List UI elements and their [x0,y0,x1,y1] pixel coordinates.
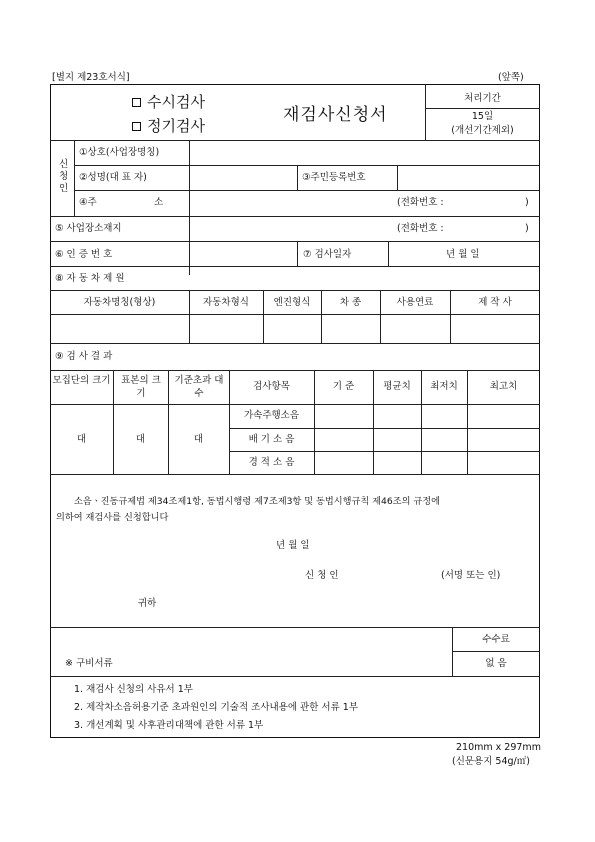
company-name-label: ①상호(사업장명칭) [79,147,160,158]
statement-line-2: 의하여 재검사를 신청합니다 [56,512,169,523]
form-title: 재검사신청서 [283,105,388,125]
inspection-result-label: ⑨ 검 사 결 과 [55,351,113,362]
addressee-label: 귀하 [138,598,157,609]
manufacturer-field[interactable] [451,315,539,342]
paper-size: 210mm x 297mm [456,742,541,753]
item-acceleration-noise: 가속주행소음 [243,410,300,421]
col-exceed-count: 기준초과 대수 [174,375,224,399]
address-phone-field[interactable] [458,193,524,213]
checkbox-regular-label: 정기검사 [147,117,205,135]
checkbox-adhoc-label: 수시검사 [147,93,205,111]
resident-number-label: ③주민등록번호 [302,172,366,183]
required-docs-label: ※ 구비서류 [65,658,113,669]
col-vehicle-type: 자동차형식 [203,297,249,308]
col-population-size: 모집단의 크기 [52,375,111,386]
cert-number-field[interactable] [190,242,296,265]
col-fuel: 사용연료 [396,297,434,308]
inspection-date-value[interactable]: 년 월 일 [446,249,480,260]
applicant-side-label-2: 청 [59,171,69,182]
item-exhaust-noise: 배 기 소 음 [248,434,295,445]
address-label: ④주 [79,197,97,208]
representative-name-field[interactable] [190,166,296,189]
page-side-label: (앞쪽) [498,72,524,83]
address-phone-label: (전화번호 : [397,197,444,208]
vehicle-class-field[interactable] [322,315,379,342]
col-standard: 기 준 [332,381,355,392]
col-vehicle-name: 자동차명칭(형상) [83,297,156,308]
fee-value: 없 음 [485,658,507,669]
site-phone-label: (전화번호 : [397,223,444,234]
paper-type: (신문용지 54g/㎡) [452,756,530,767]
checkbox-icon [132,98,141,107]
required-doc-3: 3. 개선계획 및 사후관리대책에 관한 서류 1부 [74,720,264,731]
address-phone-close: ) [525,197,529,208]
inspection-date-label: ⑦ 검사일자 [303,249,352,260]
col-engine-type: 엔진형식 [273,297,311,308]
representative-name-label: ②성명(대 표 자) [79,172,147,183]
applicant-side-label-1: 신 [59,159,69,170]
col-maximum: 최고치 [489,381,518,392]
required-doc-2: 2. 제작차소음허용기준 초과원인의 기술적 조사내용에 관한 서류 1부 [74,702,359,713]
item-horn-noise: 경 적 소 음 [248,457,295,468]
col-inspection-item: 검사항목 [253,381,290,392]
col-sample-size: 표본의 크기 [121,375,161,399]
form-number-label: [별지 제23호서식] [52,72,130,83]
required-doc-1: 1. 재검사 신청의 사유서 1부 [74,684,193,695]
vehicle-type-field[interactable] [190,315,262,342]
vehicle-spec-label: ⑧ 자 동 차 제 원 [55,273,125,284]
col-minimum: 최저치 [430,381,458,392]
fuel-field[interactable] [381,315,449,342]
applicant-label: 신 청 인 [305,570,339,581]
processing-days: 15일 [471,111,494,122]
population-unit: 대 [76,434,87,445]
resident-number-field[interactable] [398,166,539,189]
application-date[interactable]: 년 월 일 [276,540,310,551]
site-location-label: ⑤ 사업장소재지 [55,223,122,234]
processing-note: (개선기간제외) [451,125,514,136]
applicant-side-label-3: 인 [59,183,69,194]
checkbox-icon [132,122,141,131]
company-name-field[interactable] [190,141,539,164]
sample-unit: 대 [135,434,146,445]
vehicle-name-field[interactable] [51,315,188,342]
signature-label[interactable]: (서명 또는 인) [441,570,501,581]
statement-line-1: 소음ㆍ진동규제법 제34조제1항, 동법시행령 제7조제3항 및 동법시행규칙 제46조의 규정에 [74,496,441,507]
checkbox-regular-inspection[interactable] [132,119,205,134]
exceed-unit: 대 [193,434,204,445]
address-field[interactable] [190,191,390,215]
fee-label: 수수료 [482,634,510,645]
processing-period-label: 처리기간 [464,93,501,104]
col-vehicle-class: 차 종 [339,297,362,308]
site-location-field[interactable] [190,217,390,240]
site-phone-field[interactable] [458,219,524,238]
address-label-suffix: 소 [154,197,164,208]
col-manufacturer: 제 작 사 [478,297,512,308]
col-average: 평균치 [383,381,411,392]
checkbox-adhoc-inspection[interactable] [132,95,205,110]
site-phone-close: ) [525,223,529,234]
engine-type-field[interactable] [264,315,320,342]
cert-number-label: ⑥ 인 증 번 호 [55,249,113,260]
